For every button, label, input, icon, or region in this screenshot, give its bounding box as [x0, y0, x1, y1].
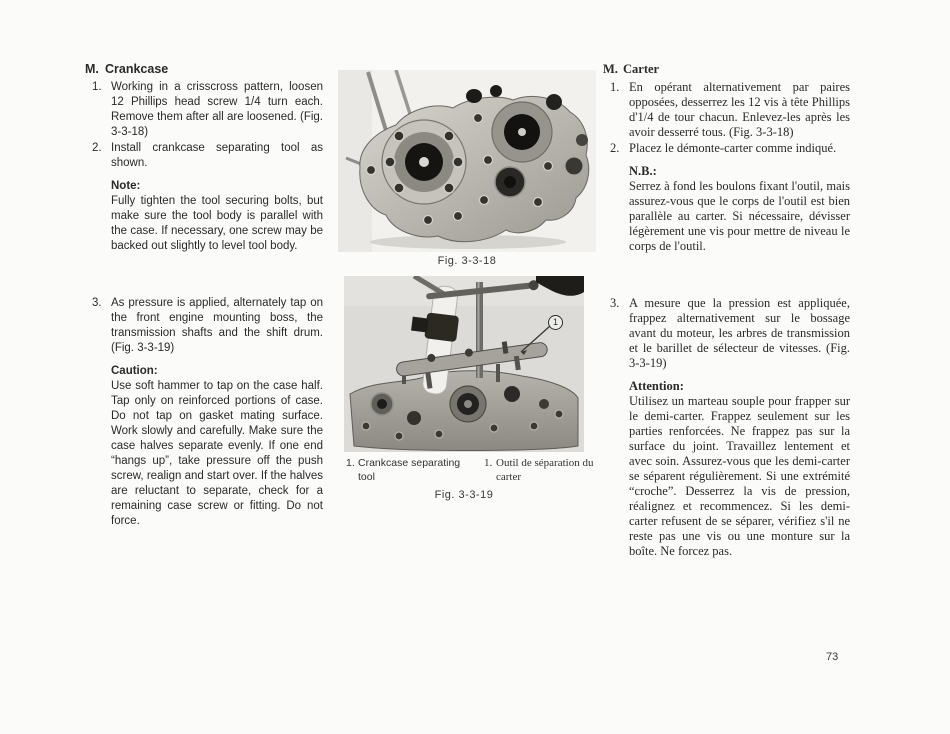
step-number: 3.	[610, 296, 620, 310]
caution-block-en	[111, 364, 323, 529]
english-column	[85, 62, 323, 529]
step-number: 3.	[92, 297, 102, 309]
nb-label: N.B.:	[629, 164, 657, 178]
section-heading-fr	[603, 62, 850, 76]
section-heading-en	[85, 62, 323, 76]
step-item-en-1	[85, 80, 323, 140]
section-letter-fr: M.	[603, 62, 618, 76]
step-text: Install crankcase separating tool as shown.	[111, 142, 323, 169]
step-item-en-3	[85, 296, 323, 356]
french-column	[603, 62, 850, 559]
caution-text: Use soft hammer to tap on the case half. Tap only on reinforced portions of case. Do not tap on gasket mating surface. Work slowly and carefully. Make sure the case halves separate evenly. If one end “hangs up”, take pressure off the push screw, realign and start over. If the halves are reluctant to separate, check for a remaining case screw or fitting. Do not force.	[111, 380, 323, 527]
figure-19-legend-fr	[484, 456, 604, 484]
nb-block-fr	[629, 164, 850, 254]
figure-3-3-18	[338, 70, 596, 252]
note-text: Fully tighten the tool securing bolts, but make sure the tool body is parallel with the case. If necessary, one screw may be backed out slightly to level tool body.	[111, 195, 323, 252]
step-number: 2.	[610, 141, 620, 155]
section-title-fr: Carter	[623, 62, 660, 76]
page-number: 73	[826, 651, 839, 663]
figure-19-legend-en	[346, 456, 476, 484]
legend-text: Crankcase separating tool	[358, 457, 461, 483]
figure-18-caption: Fig. 3-3-18	[437, 255, 497, 267]
legend-number: 1.	[484, 457, 493, 469]
crankcase-photo	[338, 70, 596, 252]
section-title-en: Crankcase	[105, 62, 169, 76]
step-number: 1.	[92, 81, 102, 93]
separating-tool-photo	[344, 276, 584, 452]
legend-number: 1.	[346, 457, 355, 469]
note-label: Note:	[111, 180, 141, 192]
attention-label: Attention:	[629, 379, 684, 393]
attention-block-fr	[629, 379, 850, 559]
figure-19-caption: Fig. 3-3-19	[434, 489, 494, 501]
step-text: Working in a crisscross pattern, loosen 12 Phillips head screw 1/4 turn each. Remove them after all are loosened. (Fig. 3-3-18)	[111, 81, 323, 138]
section-letter-en: M.	[85, 62, 99, 76]
note-block-en	[111, 179, 323, 254]
legend-text: Outil de séparation du carter	[496, 457, 594, 483]
step-text: As pressure is applied, alternately tap on the front engine mounting boss, the transmission shafts and the shift drum. (Fig. 3-3-19)	[111, 297, 323, 354]
step-number: 2.	[92, 142, 102, 154]
caution-label: Caution:	[111, 365, 158, 377]
step-item-en-2	[85, 141, 323, 171]
step-item-fr-3	[603, 296, 850, 371]
step-number: 1.	[610, 80, 620, 94]
nb-text: Serrez à fond les boulons fixant l'outil, mais assurez-vous que le corps de l'outil est bien parallèle au carter. Si nécessaire, dévisser légèrement une vis pour mettre de niveau le corps de l'outil.	[629, 179, 850, 253]
step-text: Placez le démonte-carter comme indiqué.	[629, 141, 837, 155]
figure-3-3-19	[344, 276, 584, 452]
attention-text: Utilisez un marteau souple pour frapper sur le demi-carter. Frappez seulement sur les parties renforcées. Ne frappez pas sur la surface du joint. Travaillez lentement et avec soin. Assurez-vous que les demi-carter se séparent régulièrement. Si une extrémité “croche”. Desserrez la vis de pression, réalignez et recommencez. Si les demi-carter refusent de se séparer, vérifiez s'il ne reste pas une vis ou une monture sur la boîte. Ne forcez pas.	[629, 394, 850, 558]
step-item-fr-1	[603, 80, 850, 140]
step-item-fr-2	[603, 141, 850, 156]
step-text: En opérant alternativement par paires opposées, desserrez les 12 vis à tête Phillips d'1/4 de tour chacun. Enlevez-les après les avoir desserré tous. (Fig. 3-3-18)	[629, 80, 850, 139]
callout-marker-1: 1	[548, 315, 563, 330]
step-text: A mesure que la pression est appliquée, frappez alternativement sur le bossage avant du moteur, les arbres de transmission et le barillet de sélecteur de vitesses. (Fig. 3-3-19)	[629, 296, 850, 370]
